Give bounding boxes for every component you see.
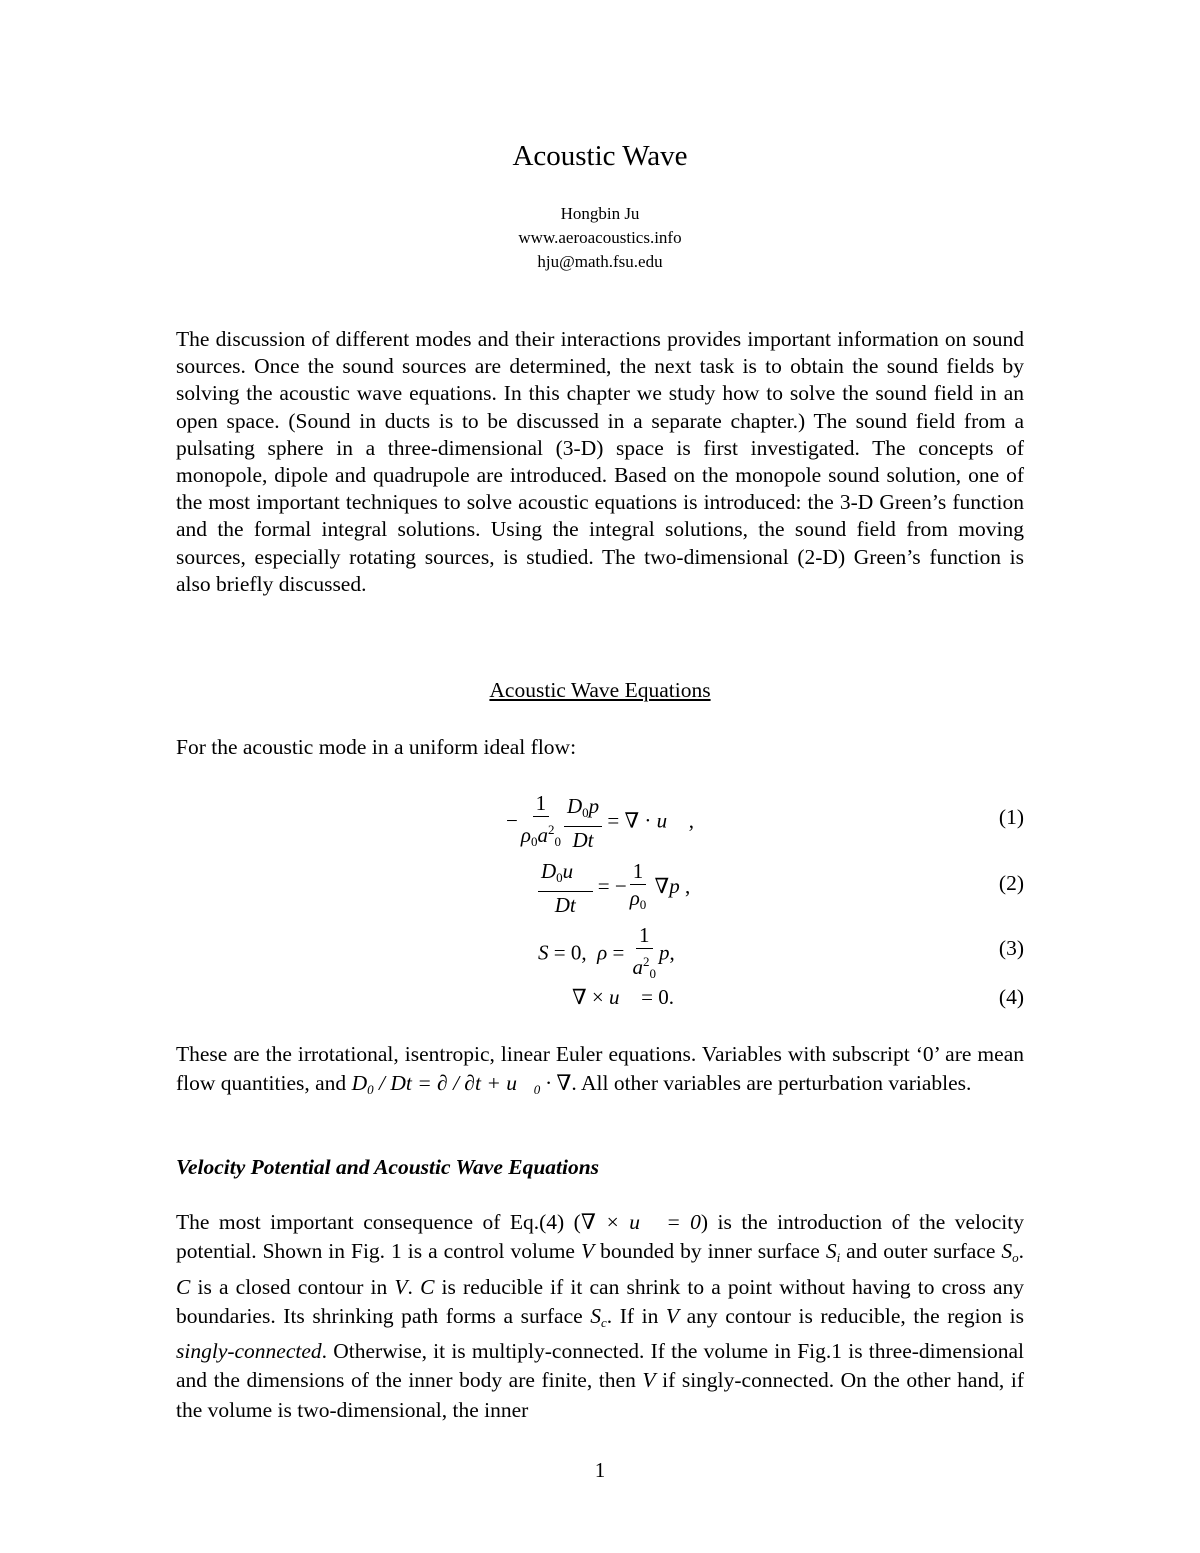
section-heading: Acoustic Wave Equations (489, 678, 711, 702)
symbol-V: V (642, 1368, 656, 1393)
vp-text-4: and outer surface (846, 1239, 996, 1264)
vp-text-7: . If in (606, 1303, 659, 1328)
euler-text-1: These are the irrotational, isentropic, linear Euler equations. Variables with subscript ‘0’ are mean flow quantities, and (176, 1042, 1024, 1095)
equation-3: S = 0, ρ = $\frac{1}{a^2_0}$ p, (538, 923, 675, 981)
material-derivative-formula: $D_0$ / Dt = ∂ / $\partial t + u⃗_0$ · ∇ (351, 1071, 572, 1097)
vp-text-11: if singly-connected. On the other hand, if the volume is two-dimensional, the inner (176, 1368, 1024, 1422)
equation-4: ∇ × u⃗ = 0. (572, 985, 674, 1009)
subsection-heading: Velocity Potential and Acoustic Wave Equations (176, 1155, 600, 1179)
symbol-V: V (394, 1274, 408, 1299)
symbol-C: C (176, 1274, 191, 1299)
symbol-Si: $S_i$ (825, 1239, 841, 1266)
equation-2: $\frac{D_0u⃗}{Dt}$ = − $\frac{1}{\rho_0}$ ∇p , (538, 858, 690, 918)
page-number: 1 (594, 1458, 606, 1482)
vp-singly-connected: singly-connected (176, 1339, 322, 1364)
equation-number-3: (3) (998, 936, 1024, 960)
euler-text-2: . All other variables are perturbation variables. (571, 1071, 972, 1095)
vp-text-6: is reducible if it can shrink to a point without having to cross any boundaries. Its shrinking path forms a surface (176, 1274, 1024, 1328)
symbol-So: $S_o$ (1001, 1239, 1019, 1266)
equation-number-2: (2) (998, 871, 1024, 895)
author-name: Hongbin Ju (560, 204, 640, 223)
author-email[interactable]: hju@math.fsu.edu (537, 252, 663, 271)
velocity-potential-paragraph: The most important consequence of Eq.(4) (∇ × u⃗ = 0) is the introduction of the velocity potential. Shown in Fig. 1 is a control volume V bounded by inner surface $S_i$ and outer surface $S_o$. C is a closed contour in V. C is reducible if it can shrink to a point without having to cross any boundaries. Its shrinking path forms a surface $S_c$. If in V any contour is reducible, the region is singly-connected. Otherwise, it is multiply-connected. If the volume in Fig.1 is three-dimensional and the dimensions of the inner body are finite, then V if singly-connected. On the other hand, if the volume is two-dimensional, the inner (176, 1210, 1025, 1422)
equation-number-1: (1) (998, 805, 1024, 829)
euler-paragraph (176, 1040, 1024, 1104)
vp-text-5: is a closed contour in (197, 1274, 388, 1299)
symbol-C: C (420, 1274, 435, 1299)
intro-paragraph: The discussion of different modes and their interactions provides important information on sound sources. Once the sound sources are determined, the next task is to obtain the sound fields by solving the acoustic wave equations. In this chapter we study how to solve the sound field in an open space. (Sound in ducts is to be discussed in a separate chapter.) The sound field from a pulsating sphere in a three-dimensional (3-D) space is first investigated. The concepts of monopole, dipole and quadrupole are introduced. Based on the monopole sound solution, one of the most important techniques to solve acoustic equations is introduced: the 3-D Green’s function and the formal integral solutions. Using the integral solutions, the sound field from moving sources, especially rotating sources, is studied. The two-dimensional (2-D) Green’s function is also briefly discussed. (176, 327, 1024, 596)
symbol-V: V (665, 1303, 680, 1328)
equation-1: − $\frac{1}{\rho_0a^2_0}$ $\frac{D_0p}{Dt}$ = ∇ · u⃗ , (506, 791, 694, 852)
author-website[interactable]: www.aeroacoustics.info (518, 228, 682, 247)
vp-text-1: The most important consequence of Eq.(4) ( (176, 1210, 581, 1234)
vp-text-3: bounded by inner surface (600, 1239, 820, 1264)
curl-condition: ∇ × u⃗ = 0 (580, 1210, 701, 1234)
equation-number-4: (4) (998, 985, 1024, 1009)
vp-text-8: any contour is reducible, the region is (686, 1303, 1025, 1328)
page-title: Acoustic Wave (512, 140, 688, 172)
symbol-V: V (580, 1239, 595, 1264)
vp-text-10: . Otherwise, it is multiply-connected. If the volume in Fig.1 is three-dimensional and the dimensions of the inner body are finite, then (176, 1339, 1024, 1393)
equations-lead: For the acoustic mode in a uniform ideal flow: (176, 735, 577, 759)
symbol-Sc: $S_c$ (590, 1303, 607, 1330)
vp-text-2: ) is the introduction of the velocity potential. Shown in Fig. 1 is a control volume (176, 1210, 1024, 1264)
